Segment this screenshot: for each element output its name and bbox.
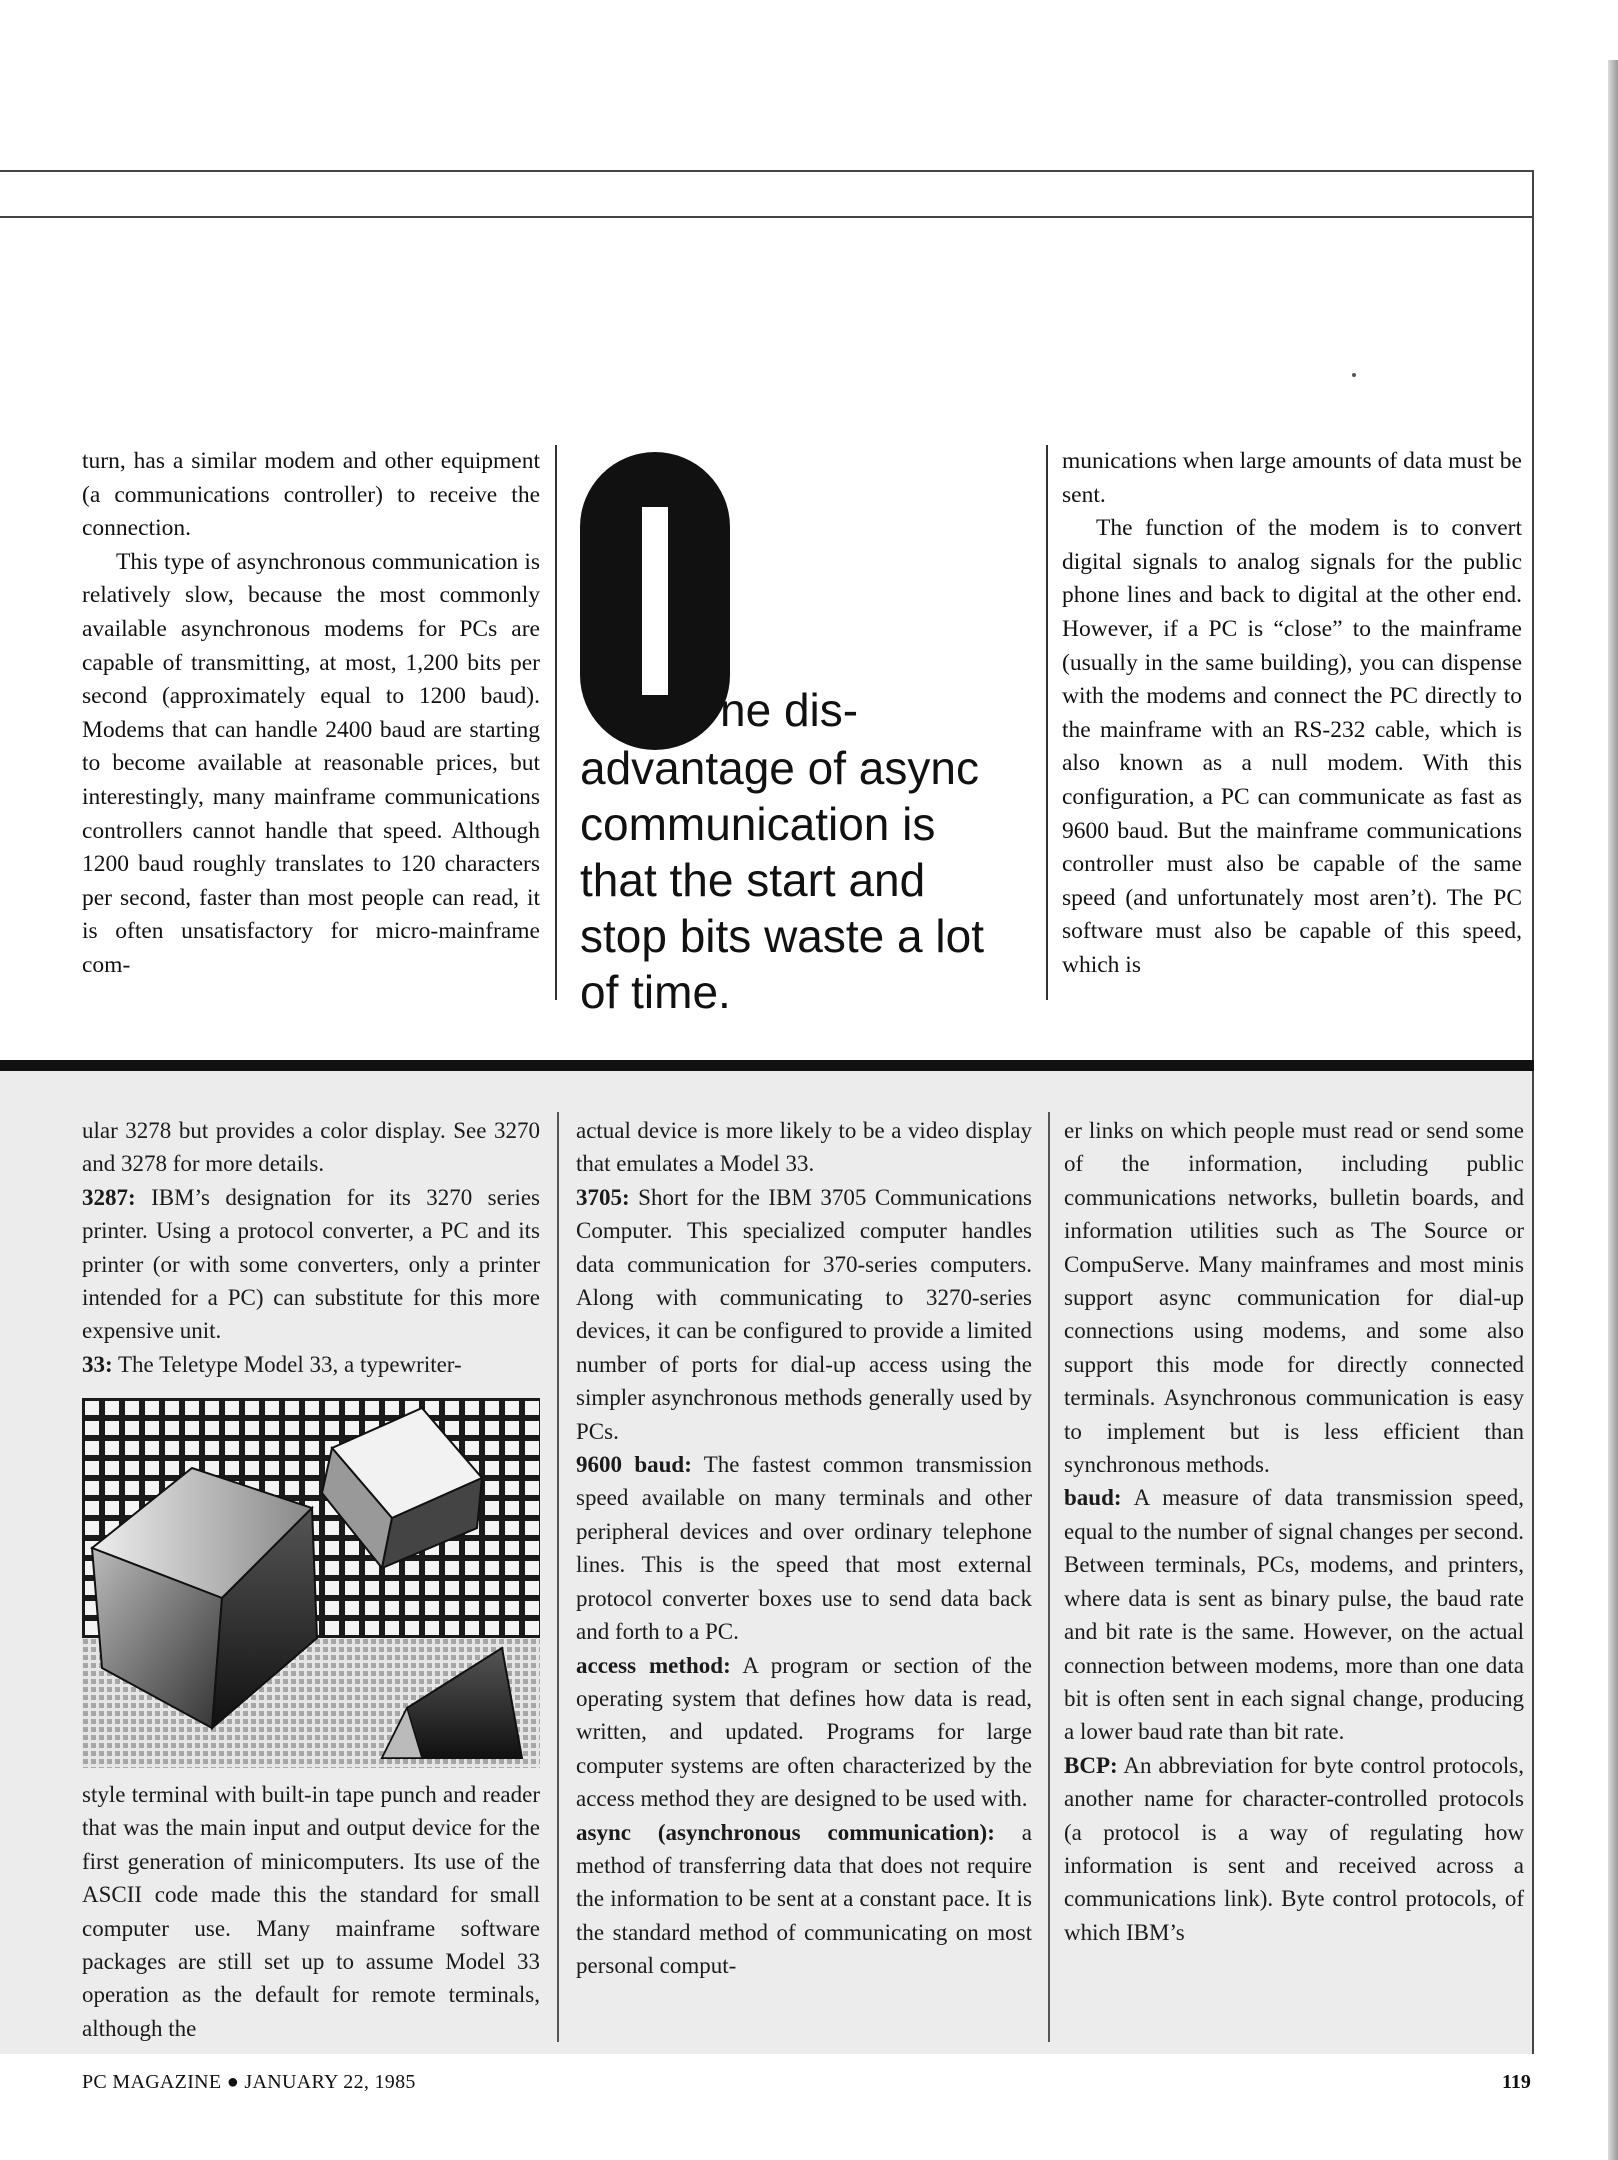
cubes-illustration — [82, 1398, 540, 1768]
drop-cap-counter — [642, 507, 668, 695]
column-rule — [557, 1112, 559, 2042]
column-rule — [1048, 1112, 1050, 2042]
glossary-definition: A program or section of the operating system that defines how data is read, written, and updated. Programs for large computer systems are often characterized by the access method they are designed to be used with. — [576, 1652, 1032, 1812]
glossary-definition: er links on which people must read or send some of the information, including public communications networks, bulletin boards, and information utilities such as The Source or CompuServe. Many mainframes and most minis support async communication for dial-up connections using modems, and some also support this mode for directly connected terminals. Asynchronous communication is easy to implement but is less efficient than synchronous methods. — [1064, 1118, 1524, 1478]
glossary-entry — [82, 1114, 540, 1181]
article-paragraph: This type of asynchronous communication is relatively slow, because the most commonly available asynchronous modems for PCs are capable of transmitting, at most, 1,200 bits per second (approximately equal to 1200 baud). Modems that can handle 2400 baud are starting to become available at reasonable prices, but interestingly, many mainframe communications controllers cannot handle that speed. Although 1200 baud roughly translates to 120 characters per second, faster than most people can read, it is often unsatisfactory for micro-mainframe com- — [82, 548, 540, 978]
glossary-term: baud: — [1064, 1485, 1122, 1511]
glossary-entry — [576, 1816, 1032, 1983]
glossary-column-3 — [1064, 1114, 1524, 1949]
glossary-definition: An abbreviation for byte control protocols, another name for character-controlled protocols (a protocol is a way of regulating how information is sent and received across a communications link). Byte control protocols, of which IBM’s — [1064, 1752, 1524, 1945]
glossary-column-2 — [576, 1114, 1032, 1983]
article-paragraph: turn, has a similar modem and other equipment (a communications controller) to receive the connection. — [82, 448, 540, 542]
glossary-definition: The fastest common transmission speed available on many terminals and other peripheral devices and over ordinary telephone lines. This is the speed that most external protocol converter boxes use to send data back and forth to a PC. — [576, 1452, 1032, 1645]
glossary-definition: a method of transferring data that does not require the information to be sent at a constant pace. It is the standard method of communicating on most personal comput- — [576, 1819, 1032, 1979]
pull-quote-text: advantage of async communication is that the start and stop bits waste a lot of time. — [580, 742, 984, 1018]
glossary-term: async (asynchronous communication): — [576, 1819, 995, 1845]
glossary-definition: style terminal with built-in tape punch and reader that was the main input and output device for the first generation of minicomputers. Its use of the ASCII code made this the standard for small computer use. Many mainframe software packages are still set up to assume Model 33 operation as the default for remote terminals, although the — [82, 1782, 540, 2041]
glossary-definition: actual device is more likely to be a video display that emulates a Model 33. — [576, 1118, 1032, 1177]
footer-publication: PC MAGAZINE ● JANUARY 22, 1985 — [82, 2071, 416, 2093]
column-rule — [555, 445, 557, 1000]
glossary-entry — [576, 1649, 1032, 1816]
glossary-term: BCP: — [1064, 1752, 1118, 1778]
pull-quote — [580, 452, 1020, 1018]
glossary-term: 9600 baud: — [576, 1452, 692, 1478]
glossary-term: 33: — [82, 1351, 113, 1377]
print-speck — [1352, 373, 1356, 377]
page-number: 119 — [1502, 2071, 1531, 2093]
section-divider — [0, 1060, 1534, 1071]
glossary-definition: ular 3278 but provides a color display. See 3270 and 3278 for more details. — [82, 1118, 540, 1177]
article-column-3 — [1062, 445, 1522, 983]
pull-quote-first-line: ne dis- — [720, 684, 859, 736]
glossary-definition: Short for the IBM 3705 Communications Computer. This specialized computer handles data communication for 370-series computers. Along with communicating to 3270-series devices, it can be configured to provide a limited number of ports for dial-up access using the simpler asynchronous methods generally used by PCs. — [576, 1184, 1032, 1444]
header-frame — [0, 170, 1534, 218]
glossary-entry — [82, 1348, 540, 1381]
glossary-term: 3705: — [576, 1184, 630, 1210]
glossary-entry — [576, 1448, 1032, 1648]
glossary-entry — [82, 1778, 540, 2045]
glossary-term: access method: — [576, 1652, 731, 1678]
glossary-column-1 — [82, 1114, 540, 1381]
drop-cap-o — [580, 452, 730, 750]
article-paragraph: The function of the modem is to convert digital signals to analog signals for the public phone lines and back to digital at the other end. However, if a PC is “close” to the mainframe (usually in the same building), you can dispense with the modems and connect the PC directly to the mainframe with an RS-232 cable, which is also known as a null modem. With this configuration, a PC can communicate as fast as 9600 baud. But the mainframe communications controller must also be capable of the same speed (and unfortunately most aren’t). The PC software must also be capable of this speed, which is — [1062, 515, 1522, 978]
article-column-1 — [82, 445, 540, 983]
glossary-entry — [576, 1181, 1032, 1448]
cubes-illustration-graphic — [82, 1398, 540, 1768]
glossary-entry — [576, 1114, 1032, 1181]
glossary-entry — [1064, 1114, 1524, 1481]
glossary-entry — [1064, 1481, 1524, 1748]
glossary-term: 3287: — [82, 1184, 136, 1210]
glossary-definition: IBM’s designation for its 3270 series printer. Using a protocol converter, a PC and its printer (or with some converters, only a printer intended for a PC) can substitute for this more expensive unit. — [82, 1184, 540, 1344]
page-edge-shadow — [1608, 60, 1618, 2160]
article-paragraph: munications when large amounts of data must be sent. — [1062, 448, 1522, 508]
column-rule — [1046, 445, 1048, 1000]
glossary-entry — [1064, 1749, 1524, 1949]
glossary-column-1-continued — [82, 1778, 540, 2045]
glossary-entry — [82, 1181, 540, 1348]
glossary-definition: The Teletype Model 33, a typewriter- — [112, 1351, 462, 1377]
glossary-definition: A measure of data transmission speed, equal to the number of signal changes per second. Between terminals, PCs, modems, and printers, where data is sent as binary pulse, the baud rate and bit rate is the same. However, on the actual connection between modems, more than one data bit is often sent in each signal change, producing a lower baud rate than bit rate. — [1064, 1485, 1524, 1745]
